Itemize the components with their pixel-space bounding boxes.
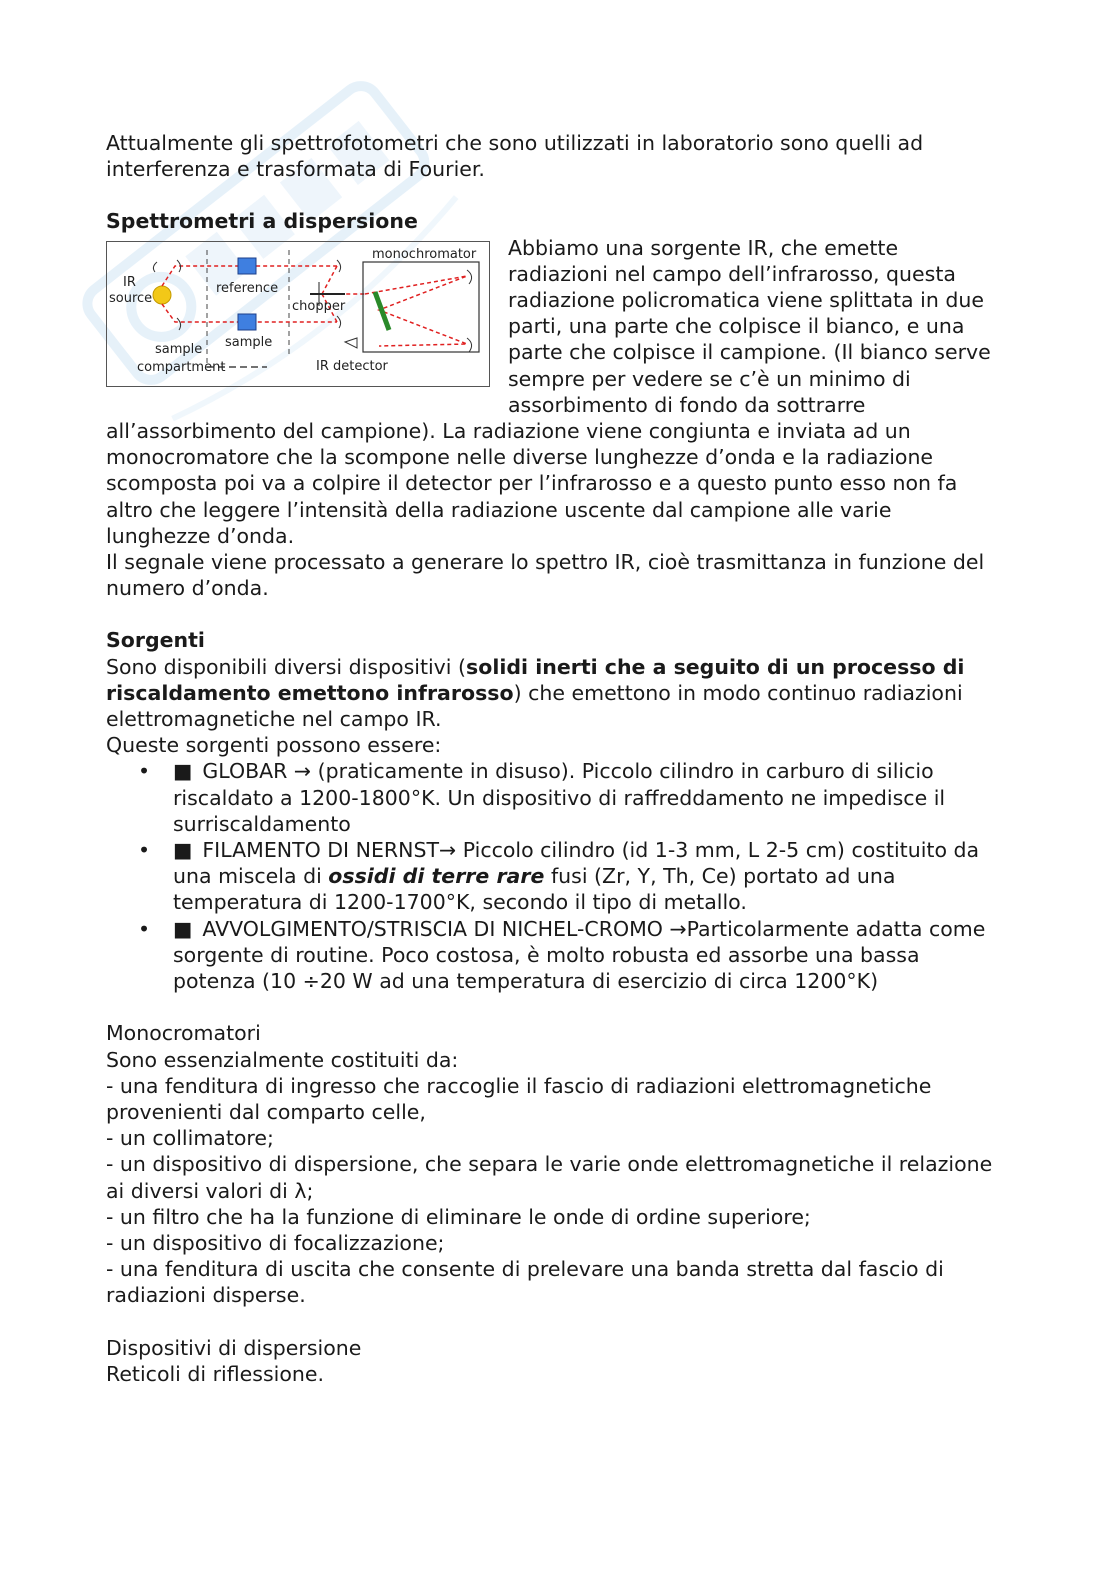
item-nernst-start: FILAMENTO DI NERNST→ Piccolo cilindro (id 1-3 mm, L 2-5 cm) costituito da una miscela di <box>173 838 980 889</box>
reticoli-line: Reticoli di riflessione. <box>106 1361 324 1386</box>
sources-list-intro: Queste sorgenti possono essere: <box>106 733 442 758</box>
sources-paragraph <box>106 654 998 733</box>
heading-sorgenti: Sorgenti <box>106 628 205 653</box>
label-monochromator: monochromator <box>372 246 477 262</box>
label-sample-compartment-1: sample <box>155 341 203 357</box>
sources-p1-start: Sono disponibili diversi dispositivi ( <box>106 654 467 679</box>
monochromator-line: - un dispositivo di focalizzazione; <box>106 1230 445 1255</box>
list-item <box>138 758 998 837</box>
sources-p1-end: ) che emettono in modo continuo radiazioni elettromagnetiche nel campo IR. <box>106 680 963 732</box>
label-sample: sample <box>225 334 273 350</box>
dispersion-paragraph: Abbiamo una sorgente IR, che emette radiazioni nel campo dell’infrarosso, questa radiazione policromatica viene splittata in due parti, una parte che colpisce il bianco, e una parte che colpisce il campione. (Il bianco serve sempre per vedere se c’è un minimo di assorbimento di fondo da sottrarre all’assorbimento del campione). La radiazione viene congiunta e inviata ad un monocromatore che la scompone nelle diverse lunghezze d’onda e la radiazione scomposta poi va a colpire il detector per l’infrarosso e a questo punto esso non fa altro che leggere l’intensità della radiazione uscente dal campione alle varie lunghezze d’onda. <box>106 235 991 548</box>
label-ir-detector: IR detector <box>316 358 388 374</box>
monochromator-line: - una fenditura di uscita che consente di prelevare una banda stretta dal fascio di radiazioni disperse. <box>106 1257 944 1308</box>
monochromator-line: - una fenditura di ingresso che raccoglie il fascio di radiazioni elettromagnetiche provenienti dal comparto celle, <box>106 1073 932 1124</box>
heading-dispositivi: Dispositivi di dispersione <box>106 1335 362 1360</box>
item-nichel-cromo: AVVOLGIMENTO/STRISCIA DI NICHEL-CROMO →Particolarmente adatta come sorgente di routine. Poco costosa, è molto robusta ed assorbe una bassa potenza (10 ÷20 W ad una temperatura di esercizio di circa 1200°K) <box>173 916 986 994</box>
monochromator-line: - un collimatore; <box>106 1126 274 1151</box>
bullet-icon: • <box>138 838 151 863</box>
signal-paragraph: Il segnale viene processato a generare lo spettro IR, cioè trasmittanza in funzione del numero d’onda. <box>106 550 985 601</box>
list-item <box>138 837 998 916</box>
label-sample-compartment-2: compartment <box>137 359 226 375</box>
label-chopper: chopper <box>292 298 346 314</box>
heading-monocromatori: Monocromatori <box>106 1021 261 1046</box>
intro-paragraph: Attualmente gli spettrofotometri che sono utilizzati in laboratorio sono quelli ad interferenza e trasformata di Fourier. <box>106 131 924 182</box>
monochromator-line: - un filtro che ha la funzione di eliminare le onde di ordine superiore; <box>106 1204 811 1229</box>
label-reference: reference <box>216 280 279 296</box>
square-icon: ■ <box>173 838 193 863</box>
item-nernst-end: fusi (Zr, Y, Th, Ce) portato ad una temperatura di 1200-1700°K, secondo il tipo di metallo. <box>173 864 896 915</box>
bullet-icon: • <box>138 916 151 941</box>
label-ir: IR <box>123 274 136 290</box>
sources-list <box>106 758 998 994</box>
label-source: source <box>109 290 153 306</box>
list-item <box>138 916 998 995</box>
square-icon: ■ <box>173 916 193 941</box>
heading-spettrometri: Spettrometri a dispersione <box>106 209 418 234</box>
sources-p1-bold: solidi inerti che a seguito di un processo di riscaldamento emettono infrarosso <box>106 654 965 705</box>
square-icon: ■ <box>173 759 193 784</box>
item-nernst-bold: ossidi di terre rare <box>328 864 545 889</box>
monochromator-line: - un dispositivo di dispersione, che separa le varie onde elettromagnetiche il relazione ai diversi valori di λ; <box>106 1152 993 1203</box>
document-page <box>106 130 998 1387</box>
spectrometer-diagram <box>106 241 490 387</box>
bullet-icon: • <box>138 759 151 784</box>
item-globar: GLOBAR → (praticamente in disuso). Piccolo cilindro in carburo di silicio riscaldato a 1200-1800°K. Un dispositivo di raffreddamento ne impedisce il surriscaldamento <box>173 759 946 836</box>
monochromator-intro: Sono essenzialmente costituiti da: <box>106 1047 459 1072</box>
